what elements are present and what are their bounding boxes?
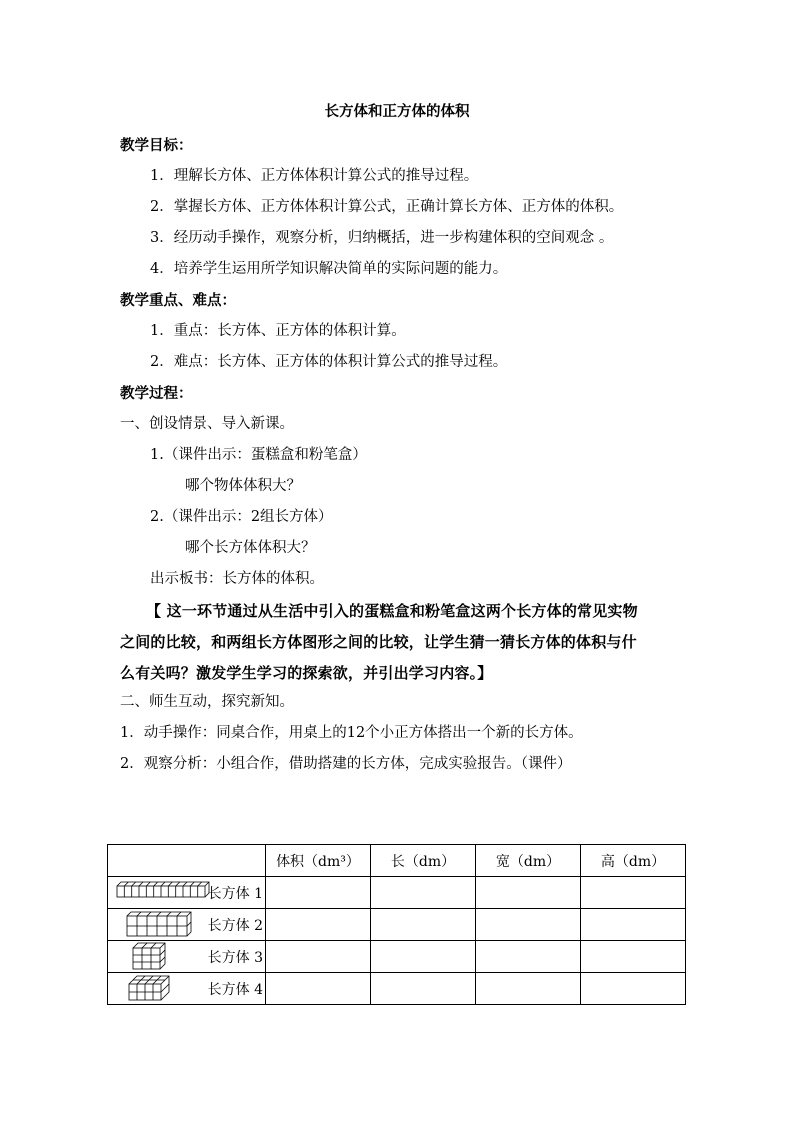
question-1: 1.（课件出示：蛋糕盒和粉笔盒） xyxy=(150,447,367,463)
keypoint-item-2: 2．难点：长方体、正方体的体积计算公式的推导过程。 xyxy=(150,354,508,370)
row-header-cell xyxy=(108,973,266,1005)
row-label: 长方体 4 xyxy=(207,982,263,998)
table-cell[interactable] xyxy=(266,909,371,941)
table-cell[interactable] xyxy=(476,941,581,973)
cuboid-12x1x1-icon xyxy=(116,881,212,899)
design-note-line-2: 之间的比较，和两组长方体图形之间的比较，让学生猜一猜长方体的体积与什 xyxy=(120,633,637,651)
table-header-cell: 宽（dm） xyxy=(476,845,581,877)
cuboid-4x1x3-icon xyxy=(128,975,172,1001)
step-2: 2．观察分析：小组合作，借助搭建的长方体，完成实验报告。（课件） xyxy=(120,756,572,772)
table-cell[interactable] xyxy=(266,941,371,973)
table-cell[interactable] xyxy=(581,877,686,909)
question-2: 2.（课件出示：2组长方体） xyxy=(150,509,333,525)
table-header-cell: 体积（dm³） xyxy=(266,845,371,877)
row-header-cell xyxy=(108,877,266,909)
keypoints-heading: 教学重点、难点： xyxy=(120,292,236,309)
table-row xyxy=(108,909,686,941)
goal-item-3: 3．经历动手操作，观察分析，归纳概括，进一步构建体积的空间观念 。 xyxy=(150,230,614,246)
row-header-cell xyxy=(108,941,266,973)
question-1-answer: 哪个物体体积大？ xyxy=(185,478,301,494)
goal-item-4: 4．培养学生运用所学知识解决简单的实际问题的能力。 xyxy=(150,261,508,277)
design-note-line-1: 【 这一环节通过从生活中引入的蛋糕盒和粉笔盒这两个长方体的常见实物 xyxy=(146,602,638,620)
step-1: 1．动手操作：同桌合作，用桌上的12个小正方体搭出一个新的长方体。 xyxy=(120,725,583,741)
table-cell[interactable] xyxy=(581,941,686,973)
experiment-report-table xyxy=(107,844,686,1005)
table-row xyxy=(108,941,686,973)
table-cell[interactable] xyxy=(581,909,686,941)
design-note-line-3: 么有关吗？激发学生学习的探索欲，并引出学习内容。】 xyxy=(120,664,493,682)
page-title: 长方体和正方体的体积 xyxy=(324,103,470,120)
table-header-row xyxy=(108,845,686,877)
row-label: 长方体 1 xyxy=(207,886,263,902)
table-cell[interactable] xyxy=(371,973,476,1005)
row-label: 长方体 3 xyxy=(207,950,263,966)
table-cell[interactable] xyxy=(266,973,371,1005)
goal-item-1: 1．理解长方体、正方体体积计算公式的推导过程。 xyxy=(150,168,479,184)
part1-heading: 一、创设情景、导入新课。 xyxy=(120,416,294,432)
part2-heading: 二、师生互动，探究新知。 xyxy=(120,694,294,710)
cuboid-6x2x1-icon xyxy=(126,911,196,937)
table-cell[interactable] xyxy=(371,877,476,909)
table-cell[interactable] xyxy=(371,909,476,941)
table-header-cell: 长（dm） xyxy=(371,845,476,877)
table-cell[interactable] xyxy=(371,941,476,973)
question-2-answer: 哪个长方体体积大？ xyxy=(185,540,316,556)
process-heading: 教学过程： xyxy=(120,385,193,402)
row-header-cell xyxy=(108,909,266,941)
row-label: 长方体 2 xyxy=(207,918,263,934)
table-cell[interactable] xyxy=(476,909,581,941)
table-row xyxy=(108,877,686,909)
table-cell[interactable] xyxy=(476,973,581,1005)
design-note xyxy=(120,596,680,689)
goal-item-2: 2．掌握长方体、正方体体积计算公式，正确计算长方体、正方体的体积。 xyxy=(150,199,624,215)
table-row xyxy=(108,973,686,1005)
table-cell[interactable] xyxy=(266,877,371,909)
table-cell[interactable] xyxy=(476,877,581,909)
table-header-cell xyxy=(108,845,266,877)
goals-heading: 教学目标： xyxy=(120,137,193,154)
keypoint-item-1: 1．重点：长方体、正方体的体积计算。 xyxy=(150,323,406,339)
board-note: 出示板书：长方体的体积。 xyxy=(150,571,324,587)
table-cell[interactable] xyxy=(581,973,686,1005)
cuboid-3x2x2-icon xyxy=(132,942,172,970)
table-header-cell: 高（dm） xyxy=(581,845,686,877)
